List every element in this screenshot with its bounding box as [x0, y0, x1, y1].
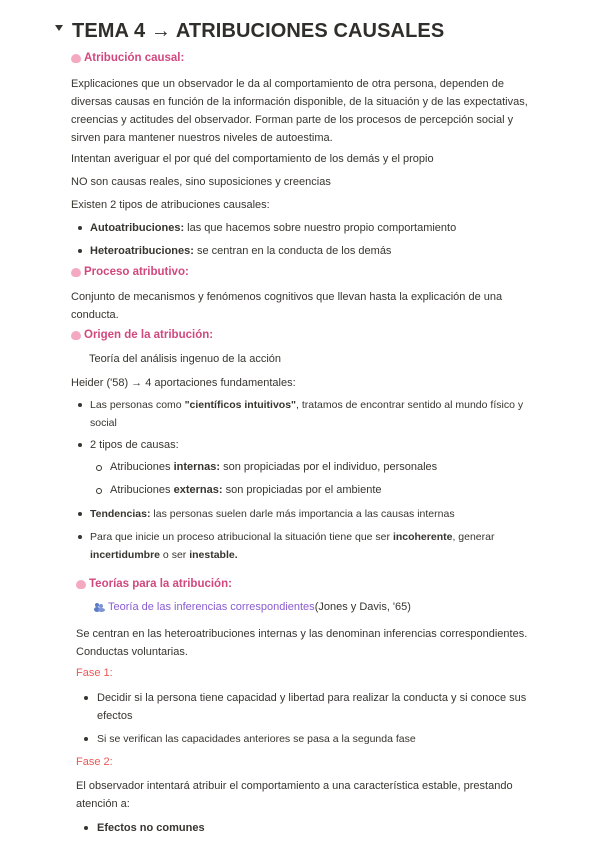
- text: , generar: [452, 531, 495, 543]
- list-item: [90, 219, 456, 237]
- text-line: El observador intentará atribuir el comportamiento a una característica estable, prestando: [76, 780, 513, 792]
- text-line: NO son causas reales, sino suposiciones y creencias: [71, 176, 331, 188]
- brain-icon: [71, 268, 81, 277]
- bullet-icon: [78, 512, 82, 516]
- heading-origen: [71, 329, 213, 341]
- list-item: [90, 396, 523, 432]
- bullet-icon: [78, 226, 82, 230]
- theory-ref: (Jones y Davis, '65): [314, 601, 411, 613]
- bold-term: Efectos no comunes: [97, 822, 205, 834]
- text-line: efectos: [97, 710, 133, 722]
- heading-proceso: [71, 266, 189, 278]
- text: Para que inicie un proceso atribucional la situación tiene que ser: [90, 531, 393, 543]
- list-item: [90, 505, 455, 523]
- bold-term: externas:: [173, 484, 223, 496]
- sub-list-item: [110, 481, 382, 499]
- list-item-text: se centran en la conducta de los demás: [193, 245, 392, 257]
- list-item-text: las que hacemos sobre nuestro propio comportamiento: [184, 222, 457, 234]
- heading-teorias-text: Teorías para la atribución:: [89, 578, 232, 590]
- text-line: social: [90, 417, 117, 429]
- bold-term: Heteroatribuciones:: [90, 245, 194, 257]
- text-line: Heider ('58) → 4 aportaciones fundamentales:: [71, 377, 296, 389]
- text-line: Conductas voluntarias.: [76, 646, 188, 658]
- sub-list-item: [110, 458, 437, 476]
- list-item: 2 tipos de causas:: [90, 439, 179, 451]
- fase-1-label: Fase 1:: [76, 667, 113, 679]
- fase-2-para: [76, 777, 513, 813]
- text: son propiciadas por el individuo, personales: [220, 461, 438, 473]
- heading-teorias: [76, 578, 232, 590]
- text-line: conducta.: [71, 309, 119, 321]
- proceso-para: [71, 288, 502, 324]
- bold-term: incertidumbre: [90, 549, 161, 561]
- page-title: TEMA 4 → ATRIBUCIONES CAUSALES: [72, 20, 445, 42]
- theory-link[interactable]: Teoría de las inferencias correspondientes: [108, 601, 315, 613]
- list-item: [97, 819, 205, 837]
- bold-term: "científicos intuitivos": [184, 399, 297, 411]
- toggle-arrow-icon[interactable]: [55, 25, 63, 31]
- theory-link-row: [94, 600, 411, 614]
- text-line: Intentan averiguar el por qué del comportamiento de los demás y el propio: [71, 153, 434, 165]
- text: o ser: [160, 549, 190, 561]
- bold-term: incoherente: [392, 531, 453, 543]
- text-line: creencias y actitudes del observador. Forman parte de los procesos de percepción social y: [71, 114, 514, 126]
- text: Atribuciones: [110, 461, 174, 473]
- list-item: [90, 242, 391, 260]
- brain-icon: [76, 580, 86, 589]
- text: las personas suelen darle más importancia a las causas internas: [150, 508, 455, 520]
- atribucion-para: [71, 75, 528, 147]
- text-line: diversas causas en función de la información disponible, de la situación y de las expectativas,: [71, 96, 528, 108]
- text-line: Conjunto de mecanismos y fenómenos cognitivos que llevan hasta la explicación de una: [71, 291, 503, 303]
- bullet-icon: [78, 443, 82, 447]
- brain-icon: [71, 331, 81, 340]
- text: , tratamos de encontrar sentido al mundo físico y: [296, 399, 524, 411]
- list-item: [90, 528, 494, 564]
- list-item: Si se verifican las capacidades anteriores se pasa a la segunda fase: [97, 733, 416, 745]
- text: Atribuciones: [110, 484, 174, 496]
- list-item: [97, 689, 526, 725]
- bullet-icon: [84, 696, 88, 700]
- text: Las personas como: [90, 399, 185, 411]
- text-line: atención a:: [76, 798, 130, 810]
- bold-term: inestable.: [189, 549, 238, 561]
- text-line: Existen 2 tipos de atribuciones causales:: [71, 199, 270, 211]
- text-line: sirven para mantener nuestros niveles de autoestima.: [71, 132, 333, 144]
- fase-2-label: Fase 2:: [76, 756, 113, 768]
- sub-bullet-icon: [96, 488, 102, 494]
- bullet-icon: [78, 249, 82, 253]
- teorias-para: [76, 625, 527, 661]
- bullet-icon: [78, 403, 82, 407]
- bold-term: internas:: [173, 461, 221, 473]
- bold-term: Autoatribuciones:: [90, 222, 185, 234]
- brain-icon: [71, 54, 81, 63]
- sub-bullet-icon: [96, 465, 102, 471]
- heading-atribucion: [71, 52, 184, 64]
- text-line: Decidir si la persona tiene capacidad y libertad para realizar la conducta y si conoce sus: [97, 692, 527, 704]
- subheading: Teoría del análisis ingenuo de la acción: [89, 353, 282, 365]
- bullet-icon: [84, 737, 88, 741]
- bullet-icon: [84, 826, 88, 830]
- bold-term: Tendencias:: [90, 508, 151, 520]
- heading-proceso-text: Proceso atributivo:: [84, 266, 189, 278]
- text-line: Se centran en las heteroatribuciones internas y las denominan inferencias correspondientes.: [76, 628, 528, 640]
- heading-origen-text: Origen de la atribución:: [84, 329, 214, 341]
- text: son propiciadas por el ambiente: [222, 484, 382, 496]
- bullet-icon: [78, 535, 82, 539]
- people-icon: [94, 603, 105, 612]
- text-line: Explicaciones que un observador le da al comportamiento de otra persona, dependen de: [71, 78, 504, 90]
- heading-atribucion-text: Atribución causal:: [84, 52, 185, 64]
